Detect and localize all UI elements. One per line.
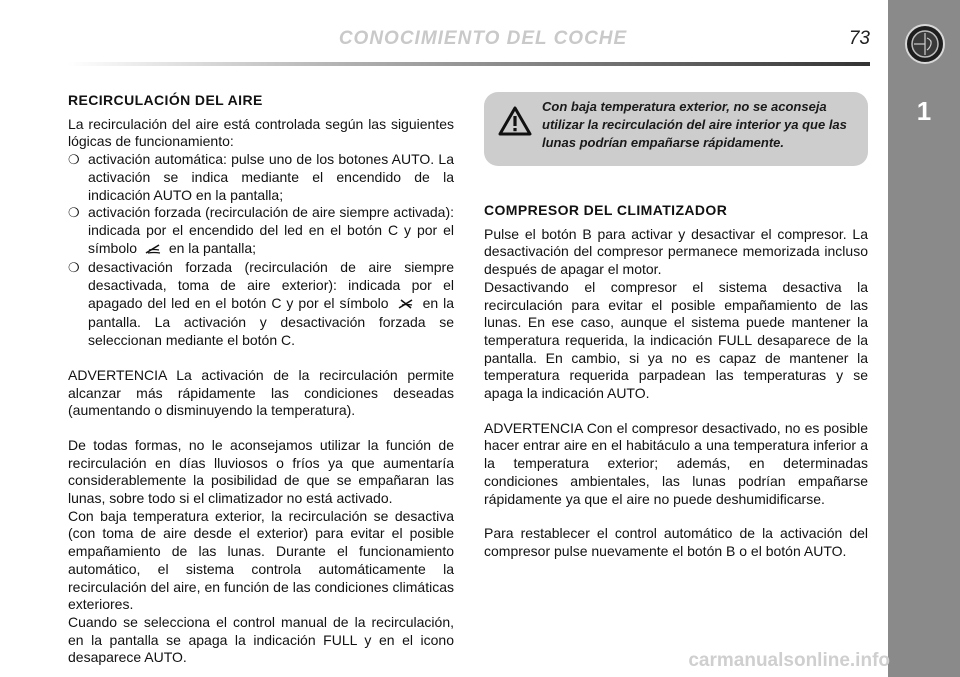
body-paragraph: Para restablecer el control automático de la activación del compresor pulse nuevamente el botón B o el botón AUTO. (484, 525, 868, 559)
list-item-text: activación automática: pulse uno de los botones AUTO. La activación se indica mediante el encendido de la indicación AUTO en la pantalla; (88, 151, 454, 203)
bullet-icon: ❍ (68, 205, 80, 221)
section-heading-recirculation: RECIRCULACIÓN DEL AIRE (68, 92, 263, 108)
body-paragraph: Con baja temperatura exterior, la recirculación se desactiva (con toma de aire desde el exterior) para evitar el posible empañamiento de las lunas. Durante el funcionamiento automático, el sistema controla automáticamente la recirculación del aire, en función de las condiciones climáticas exteriores. (68, 507, 454, 613)
chapter-number: 1 (916, 96, 932, 126)
body-paragraph: De todas formas, no le aconsejamos utilizar la función de recirculación en días lluviosos o fríos ya que aumentaría considerablemente la posibilidad de que se empañaran las lunas, sobre todo si el climatizador no está activado. (68, 436, 454, 507)
body-paragraph: Cuando se selecciona el control manual de la recirculación, en la pantalla se apaga la indicación FULL y en el icono desaparece AUTO. (68, 613, 454, 666)
list-item (68, 204, 454, 259)
advertencia-paragraph: ADVERTENCIA Con el compresor desactivado, no es posible hacer entrar aire en el habitáculo a una temperatura inferior a la temperatura exterior; además, en determinadas condiciones ambientales, las lunas podrían empañarse rápidamente ya que el aire no puede deshumidificarse. (484, 419, 868, 507)
body-paragraph: Pulse el botón B para activar y desactivar el compresor. La desactivación del compresor permanece memorizada incluso después de apagar el motor. (484, 225, 868, 278)
recirculation-on-icon (145, 242, 161, 260)
page-number: 73 (848, 28, 870, 49)
warning-triangle-icon (498, 106, 532, 141)
bullet-list (68, 151, 454, 350)
list-item (68, 151, 454, 204)
advertencia-paragraph: ADVERTENCIA La activación de la recirculación permite alcanzar más rápidamente las condiciones deseadas (aumentando o disminuyendo la temperatura). (68, 366, 454, 419)
right-column (484, 202, 868, 561)
body-paragraph: Desactivando el compresor el sistema desactiva la recirculación para evitar el posible empañamiento de las lunas. En ese caso, aunque el sistema puede mantener la temperatura requerida, la indicación FULL desaparece de la pantalla. En cambio, si ya no es capaz de mantener la temperatura requerida parpadean las temperaturas y se apaga la indicación AUTO. (484, 278, 868, 402)
brand-emblem-icon (905, 24, 945, 64)
section-heading-compressor: COMPRESOR DEL CLIMATIZADOR (484, 202, 728, 218)
recirculation-off-icon (398, 297, 414, 315)
left-column (68, 92, 454, 667)
header-rule (68, 62, 870, 66)
list-item-text: desactivación forzada (recirculación de aire siempre desactivada, toma de aire exterior): indicada por el apagado del led en el botón C y por el símbolo (88, 259, 454, 311)
list-item-text: en la pantalla; (168, 239, 256, 256)
intro-paragraph: La recirculación del aire está controlada según las siguientes lógicas de funcionamiento: (68, 115, 454, 150)
warning-callout (484, 92, 868, 166)
warning-text: Con baja temperatura exterior, no se aconseja utilizar la recirculación del aire interior ya que las lunas podrían empañarse rápidamente. (542, 99, 847, 150)
watermark: carmanualsonline.info (688, 650, 890, 671)
bullet-icon: ❍ (68, 152, 80, 168)
list-item (68, 259, 454, 350)
bullet-icon: ❍ (68, 260, 80, 276)
list-item-text: en la pantalla. La activación y desactivación forzada se seleccionan mediante el botón C. (88, 294, 455, 349)
list-item-text: activación forzada (recirculación de aire siempre activada): indicada por el encendido del led en el botón C y por el símbolo (88, 204, 454, 256)
section-title: CONOCIMIENTO DEL COCHE (338, 28, 628, 49)
